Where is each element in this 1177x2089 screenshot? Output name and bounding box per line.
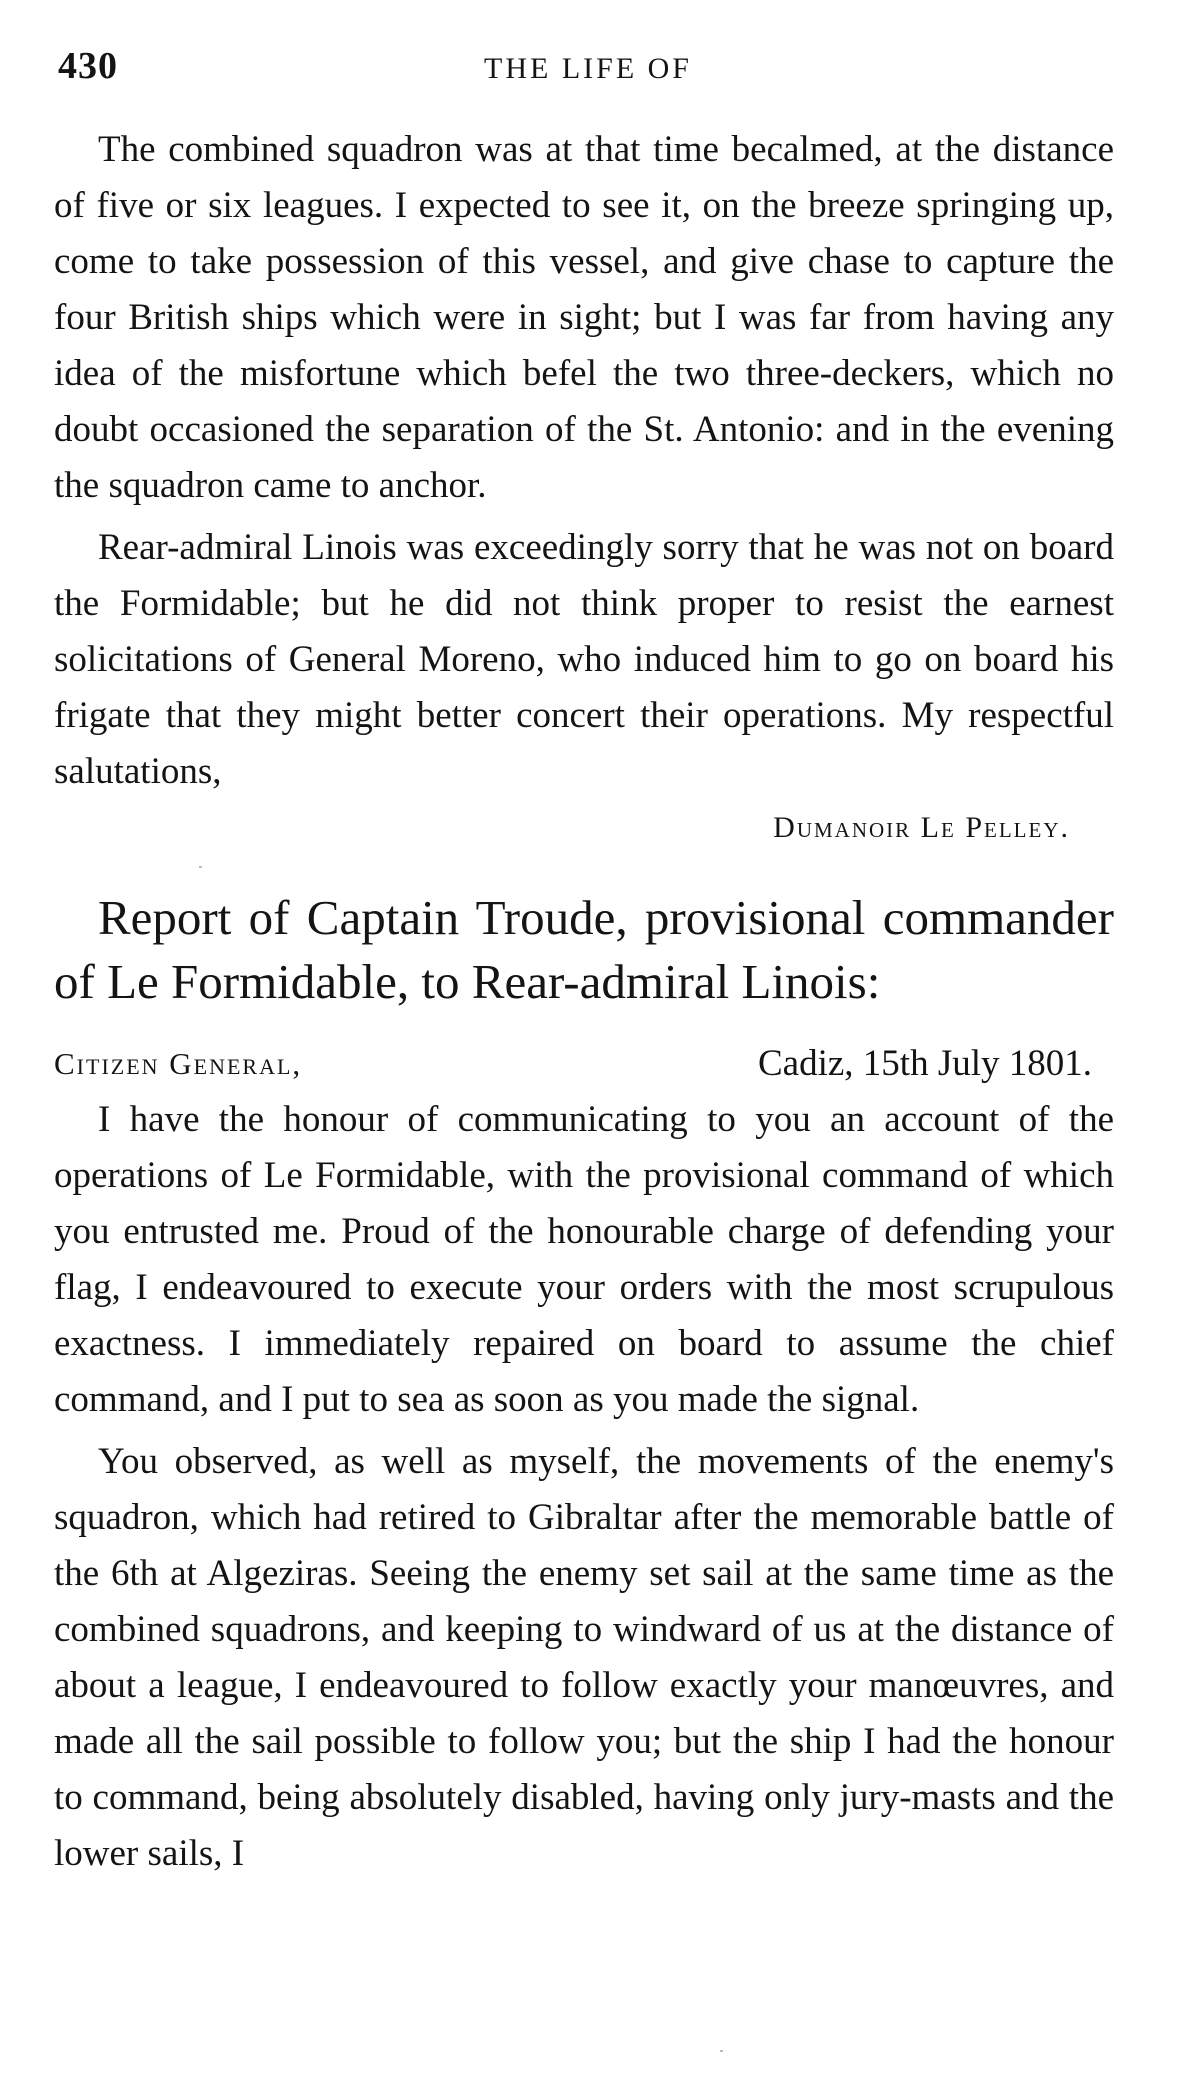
- signature: [54, 800, 1114, 856]
- paragraph-linois-sorry: Rear-admiral Linois was exceedingly sorry that he was not on board the Formidable; but he did not think proper to resist the earnest solicitations of General Moreno, who induced him to go on board his frigate that they might better concert their operations. My respectful salutations,: [54, 527, 1114, 792]
- place-date: Cadiz, 15th July 1801.: [757, 1043, 1092, 1084]
- paragraph-enemy-movements: You observed, as well as myself, the movements of the enemy's squadron, which had retired to Gibraltar after the memorable battle of the 6th at Algeziras. Seeing the enemy set sail at the same time as the combined squadrons, and keeping to windward of us at the distance of about a league, I endeavoured to follow exactly your manœuvres, and made all the sail possible to follow you; but the ship I had the honour to command, being absolutely disabled, having only jury-masts and the lower sails, I: [54, 1441, 1114, 1874]
- page-number: 430: [58, 45, 118, 87]
- page-header: [58, 44, 1118, 94]
- paper-speck: [199, 866, 202, 868]
- report-heading: Report of Captain Troude, provisional commander of Le Formidable, to Rear-admiral Linois:: [54, 890, 1114, 1009]
- signature-text: Dumanoir Le Pelley.: [773, 811, 1070, 844]
- running-head: THE LIFE OF: [484, 52, 692, 85]
- salutation-row: [54, 1036, 1114, 1092]
- salutation: Citizen General,: [54, 1046, 303, 1081]
- paragraph-squadron-becalmed: The combined squadron was at that time becalmed, at the distance of five or six leagues. I expected to see it, on the breeze springing up, come to take possession of this vessel, and give chase to capture the four British ships which were in sight; but I was far from having any idea of the misfortune which befel the two three-deckers, which no doubt occasioned the separation of the St. Antonio: and in the evening the squadron came to anchor.: [54, 129, 1114, 506]
- body-text: [54, 122, 1114, 1882]
- paper-speck: [720, 2050, 723, 2052]
- paragraph-report-intro: I have the honour of communicating to you an account of the operations of Le Formidable, with the provisional command of which you entrusted me. Proud of the honourable charge of defending your flag, I endeavoured to execute your orders with the most scrupulous exactness. I immediately repaired on board to assume the chief command, and I put to sea as soon as you made the signal.: [54, 1099, 1114, 1420]
